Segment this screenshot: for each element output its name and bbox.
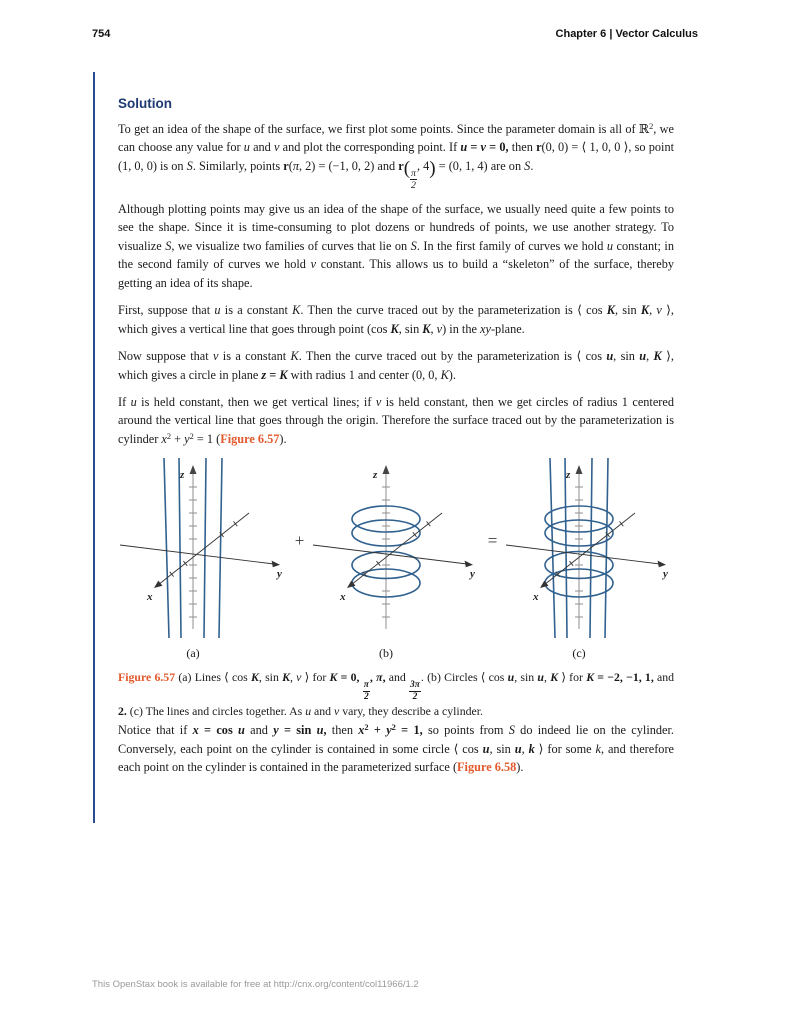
y-arrow-icon [465,561,473,568]
solution-heading: Solution [118,96,172,111]
x-axis [544,513,635,585]
plot-b-label: (b) [379,646,393,661]
y-arrow-icon [658,561,666,568]
z-axis-label: z [180,469,185,482]
plot-a-label: (a) [186,646,200,661]
z-axis [575,471,583,629]
x-axis-label: x [533,591,539,604]
solution-paragraph-3: First, suppose that u is a constant K. Then the curve traced out by the parameterization is ⟨ cos K, sin K, v ⟩, which gives a vertical line that goes through point (cos K, sin K, v) in the xy-plane. [118,303,674,336]
plot-b-graphic [311,457,481,639]
solution-paragraph-6: Notice that if x = cos u and y = sin u, then $x^2 + y^2 = 1$, so points from S do indeed lie on the cylinder. Conversely, each point on the cylinder is contained in some circle ⟨ cos u, sin u, k ⟩ for some k, and therefore each point on the cylinder is contained in the parameterized surface (Figure 6.58). [118,723,675,775]
solution-paragraph-4: Now suppose that v is a constant K. Then the curve traced out by the parameterization is ⟨ cos u, sin u, K ⟩, which gives a circle in plane z = K with radius 1 and center (0, 0, K). [118,349,674,382]
plot-c-label: (c) [572,646,586,661]
figure-caption: Figure 6.57 (a) Lines ⟨ cos K, sin K, v ⟩ for K = 0, $\frac{\pi}{2}$ , π, and $\frac{3\pi}{2}$ . (b) Circles ⟨ cos u, sin u, K ⟩ for K = −2, −1, 1, and 2. (c) The lines and circles together. As u and v vary, they describe a cylinder. [118,670,675,719]
margin-rule [93,72,95,823]
page-header [92,28,698,40]
y-axis-label: y [470,568,475,581]
x-axis [158,513,249,585]
z-arrow-icon [190,465,197,474]
z-arrow-icon [383,465,390,474]
page-footer [92,979,419,990]
y-axis-label: y [663,568,668,581]
page-number: 754 [92,28,111,40]
figure-6-57 [118,457,674,721]
x-axis-label: x [147,591,153,604]
x-axis [351,513,442,585]
solution-paragraph-1: To get an idea of the shape of the surface, we first plot some points. Since the parameter domain is all of ℝ$^2$, we can choose any value for u and v and plot the corresponding point. If u = v = 0, then r(0, 0) = ⟨ 1, 0, 0 ⟩, so point (1, 0, 0) is on S. Similarly, points r(π, 2) = (−1, 0, 2) and r( $\frac{\pi}{2}$ , 4) = (0, 1, 4) are on S. [118,121,675,191]
plot-c [504,457,674,661]
y-arrow-icon [272,561,280,568]
z-axis-label: z [566,469,571,482]
z-axis [382,471,390,629]
figure-row [118,457,674,661]
plot-c-graphic [504,457,674,639]
footer-note: This OpenStax book is available for free at http://cnx.org/content/col11966/1.2 [92,979,419,990]
equals-operator: = [487,531,498,551]
chapter-title: Chapter 6 | Vector Calculus [555,28,698,40]
solution-paragraph-2: Although plotting points may give us an idea of the shape of the surface, we usually need quite a few points to see the shape. Since it is time-consuming to plot dozens or hundreds of points, we use another strategy. To visualize S, we visualize two families of curves that lie on S. In the first family of curves we hold u constant; in the second family of curves we hold v constant. This allows us to build a “skeleton” of the surface, thereby getting an idea of its shape. [118,202,675,290]
plot-b [311,457,481,661]
plus-operator: + [294,531,305,551]
plot-a [118,457,288,661]
z-axis [189,471,197,629]
plot-a-graphic [118,457,288,639]
y-axis-label: y [277,568,282,581]
x-arrow-icon [154,581,163,588]
solution-section [118,96,674,786]
x-axis-label: x [340,591,346,604]
z-arrow-icon [576,465,583,474]
z-axis-label: z [373,469,378,482]
solution-paragraph-5: If u is held constant, then we get vertical lines; if v is held constant, then we get circles of radius 1 centered around the vertical line that goes through the origin. Therefore the surface traced out by the parameterization is cylinder $x^2 + y^2 = 1$ (Figure 6.57). [118,394,675,446]
